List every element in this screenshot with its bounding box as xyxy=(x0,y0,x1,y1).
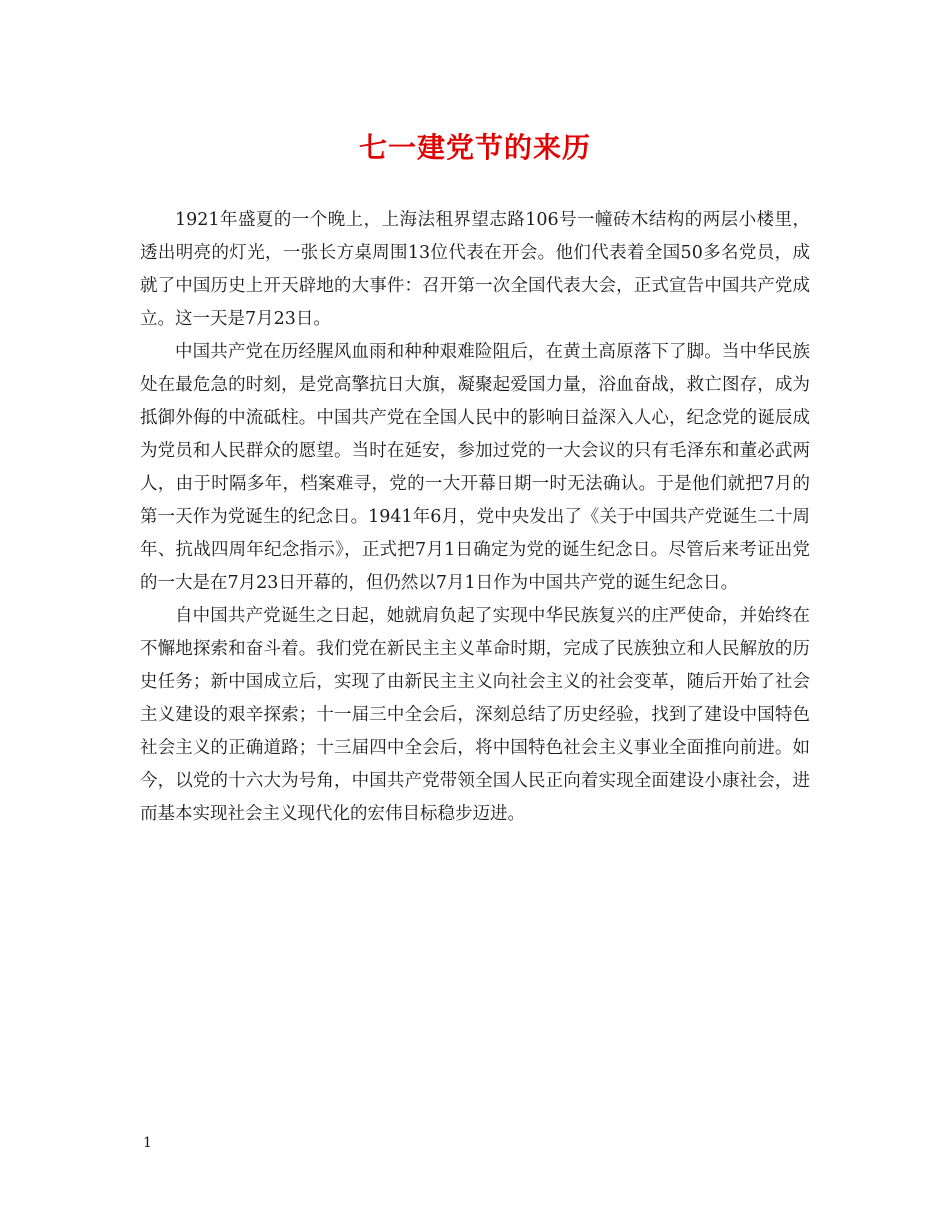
paragraph-3: 自中国共产党诞生之日起，她就肩负起了实现中华民族复兴的庄严使命，并始终在不懈地探索和奋斗着。我们党在新民主主义革命时期，完成了民族独立和人民解放的历史任务；新中国成立后，实现了由新民主主义向社会主义的社会变革，随后开始了社会主义建设的艰辛探索；十一届三中全会后，深刻总结了历史经验，找到了建设中国特色社会主义的正确道路；十三届四中全会后，将中国特色社会主义事业全面推向前进。如今，以党的十六大为号角，中国共产党带领全国人民正向着实现全面建设小康社会，进而基本实现社会主义现代化的宏伟目标稳步迈进。 xyxy=(140,606,810,824)
page-number: 1 xyxy=(143,1135,152,1151)
document-body xyxy=(140,204,810,831)
paragraph-1: 1921年盛夏的一个晚上，上海法租界望志路106号一幢砖木结构的两层小楼里，透出明亮的灯光，一张长方桌周围13位代表在开会。他们代表着全国50多名党员，成就了中国历史上开天辟地的大事件：召开第一次全国代表大会，正式宣告中国共产党成立。这一天是7月23日。 xyxy=(140,210,810,329)
document-title: 七一建党节的来历 xyxy=(358,131,591,164)
paragraph-2: 中国共产党在历经腥风血雨和种种艰难险阻后，在黄土高原落下了脚。当中华民族处在最危急的时刻，是党高擎抗日大旗，凝聚起爱国力量，浴血奋战，救亡图存，成为抵御外侮的中流砥柱。中国共产党在全国人民中的影响日益深入人心，纪念党的诞辰成为党员和人民群众的愿望。当时在延安，参加过党的一大会议的只有毛泽东和董必武两人，由于时隔多年，档案难寻，党的一大开幕日期一时无法确认。于是他们就把7月的第一天作为党诞生的纪念日。1941年6月，党中央发出了《关于中国共产党诞生二十周年、抗战四周年纪念指示》，正式把7月1日确定为党的诞生纪念日。尽管后来考证出党的一大是在7月23日开幕的，但仍然以7月1日作为中国共产党的诞生纪念日。 xyxy=(140,342,810,593)
